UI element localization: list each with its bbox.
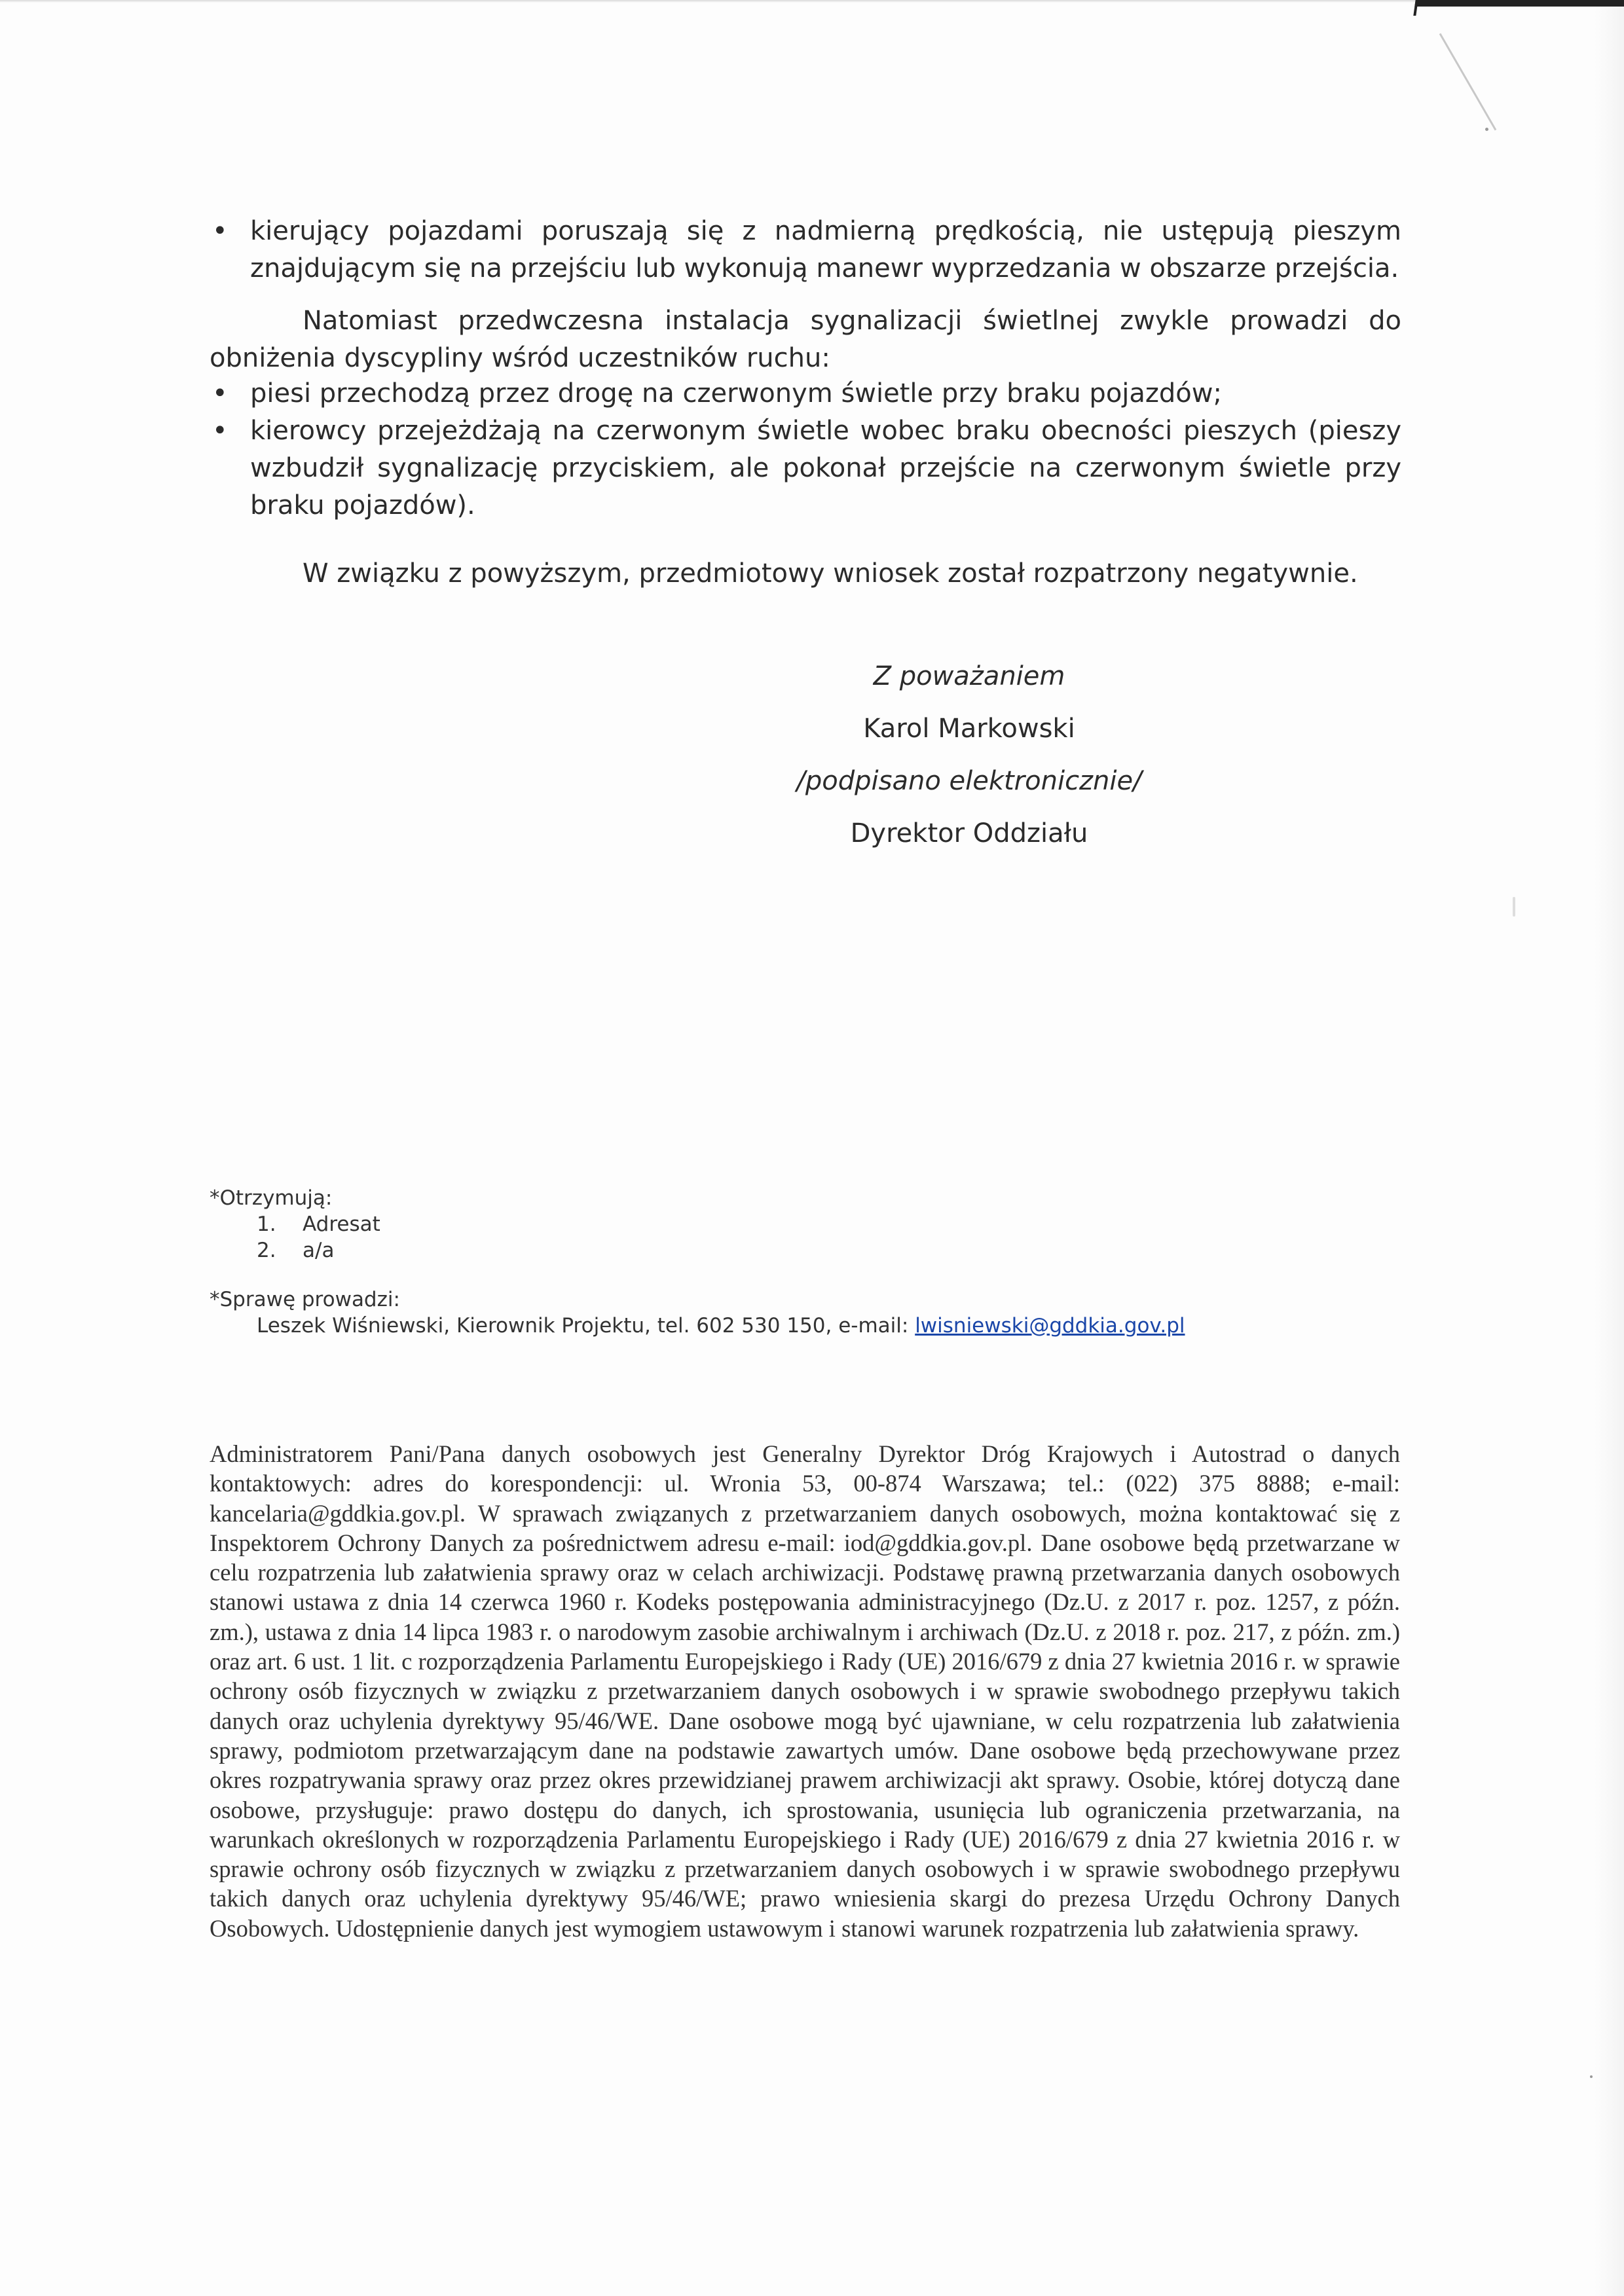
recipient-number: 1. [257,1212,276,1236]
list-item [210,412,1401,524]
list-item-text: kierujący pojazdami poruszają się z nadmierną prędkością, nie ustępują pieszym znajdującym się na przejściu lub wykonują manewr wyprzedzania w obszarze przejścia. [250,216,1401,283]
gdpr-notice-text: Administratorem Pani/Pana danych osobowych jest Generalny Dyrektor Dróg Krajowych i Autostrad o danych kontaktowych: adres do korespondencji: ul. Wronia 53, 00-874 Warszawa; tel.: (022) 375 8888; e-mail: kancelaria@gddkia.gov.pl. W sprawach związanych z przetwarzaniem danych osobowych, można kontaktować się z Inspektorem Ochrony Danych za pośrednictwem adresu e-mail: iod@gddkia.gov.pl. Dane osobowe będą przetwarzane w celu rozpatrzenia lub załatwienia sprawy oraz w celach archiwizacji. Podstawę prawną przetwarzania danych osobowych stanowi ustawa z dnia 14 czerwca 1960 r. Kodeks postępowania administracyjnego (Dz.U. z 2017 r. poz. 1257, z późn. zm.), ustawa z dnia 14 lipca 1983 r. o narodowym zasobie archiwalnym i archiwach (Dz.U. z 2018 r. poz. 217, z późn. zm.) oraz art. 6 ust. 1 lit. c rozporządzenia Parlamentu Europejskiego i Rady (UE) 2016/679 z dnia 27 kwietnia 2016 r. w sprawie ochrony osób fizycznych w związku z przetwarzaniem danych osobowych i w sprawie swobodnego przepływu takich danych oraz uchylenia dyrektywy 95/46/WE. Dane osobowe mogą być ujawniane, w celu rozpatrzenia lub załatwienia sprawy, podmiotom przetwarzającym dane na podstawie zawartych umów. Dane osobowe będą przechowywane przez okres rozpatrywania sprawy oraz przez okres przewidzianej prawem archiwizacji akt sprawy. Osobie, której dotyczą dane osobowe, przysługuje: prawo dostępu do danych, ich sprostowania, usunięcia lub ograniczenia przetwarzania, na warunkach określonych w rozporządzenia Parlamentu Europejskiego i Rady (UE) 2016/679 z dnia 27 kwietnia 2016 r. w sprawie ochrony osób fizycznych w związku z przetwarzaniem danych osobowych i w sprawie swobodnego przepływu takich danych oraz uchylenia dyrektywy 95/46/WE; prawo wniesienia skargi do prezesa Urzędu Ochrony Danych Osobowych. Udostępnienie danych jest wymogiem ustawowym i stanowi warunek rozpatrzenia lub załatwienia sprawy. [210,1440,1400,1942]
bullet-list-2 [210,375,1401,524]
scan-speck [1513,897,1515,917]
bullet-icon: • [212,216,228,246]
recipient-number: 2. [257,1239,276,1262]
list-item-text: kierowcy przejeżdżają na czerwonym świetle wobec braku obecności pieszych (pieszy wzbudził sygnalizację przyciskiem, ale pokonał przejście na czerwonym świetle przy braku pojazdów). [250,416,1401,520]
scan-edge-top [0,0,1421,3]
case-handler-text: Leszek Wiśniewski, Kierownik Projektu, tel. 602 530 150, e-mail: [257,1314,915,1338]
recipients-heading: *Otrzymują: [210,1186,333,1210]
list-item [210,213,1401,287]
scan-corner-artifact [1413,0,1624,16]
case-handler-block [210,1286,1185,1339]
recipient-item [210,1237,335,1264]
conclusion-text: W związku z powyższym, przedmiotowy wniosek został rozpatrzony negatywnie. [303,558,1358,589]
recipient-text: a/a [303,1239,335,1262]
bullet-icon: • [212,416,228,446]
gdpr-notice [210,1439,1400,1943]
signature-block [753,658,1185,867]
case-handler-email-link[interactable]: lwisniewski@gddkia.gov.pl [915,1314,1185,1338]
scan-edge-right [1428,0,1624,2296]
signatory-name: Karol Markowski [863,714,1075,744]
recipient-text: Adresat [303,1212,380,1236]
case-handler-heading: *Sprawę prowadzi: [210,1288,400,1311]
scan-speck [1485,128,1488,131]
list-item [210,375,1401,412]
conclusion-paragraph [303,555,1416,592]
list-item-text: piesi przechodzą przez drogę na czerwonym świetle przy braku pojazdów; [250,378,1222,409]
closing-text: Z poważaniem [873,661,1065,691]
scan-speck [1590,2075,1593,2078]
signed-electronically-note: /podpisano elektronicznie/ [796,766,1142,796]
bullet-list-1 [210,213,1401,287]
bullet-icon: • [212,378,228,409]
case-handler-line [210,1313,1185,1339]
signatory-position: Dyrektor Oddziału [850,818,1088,848]
recipients-block [210,1185,380,1264]
paragraph-block [210,302,1401,377]
body-paragraph: Natomiast przedwczesna instalacja sygnalizacji świetlnej zwykle prowadzi do obniżenia dyscypliny wśród uczestników ruchu: [210,306,1401,373]
recipient-item [210,1211,380,1237]
